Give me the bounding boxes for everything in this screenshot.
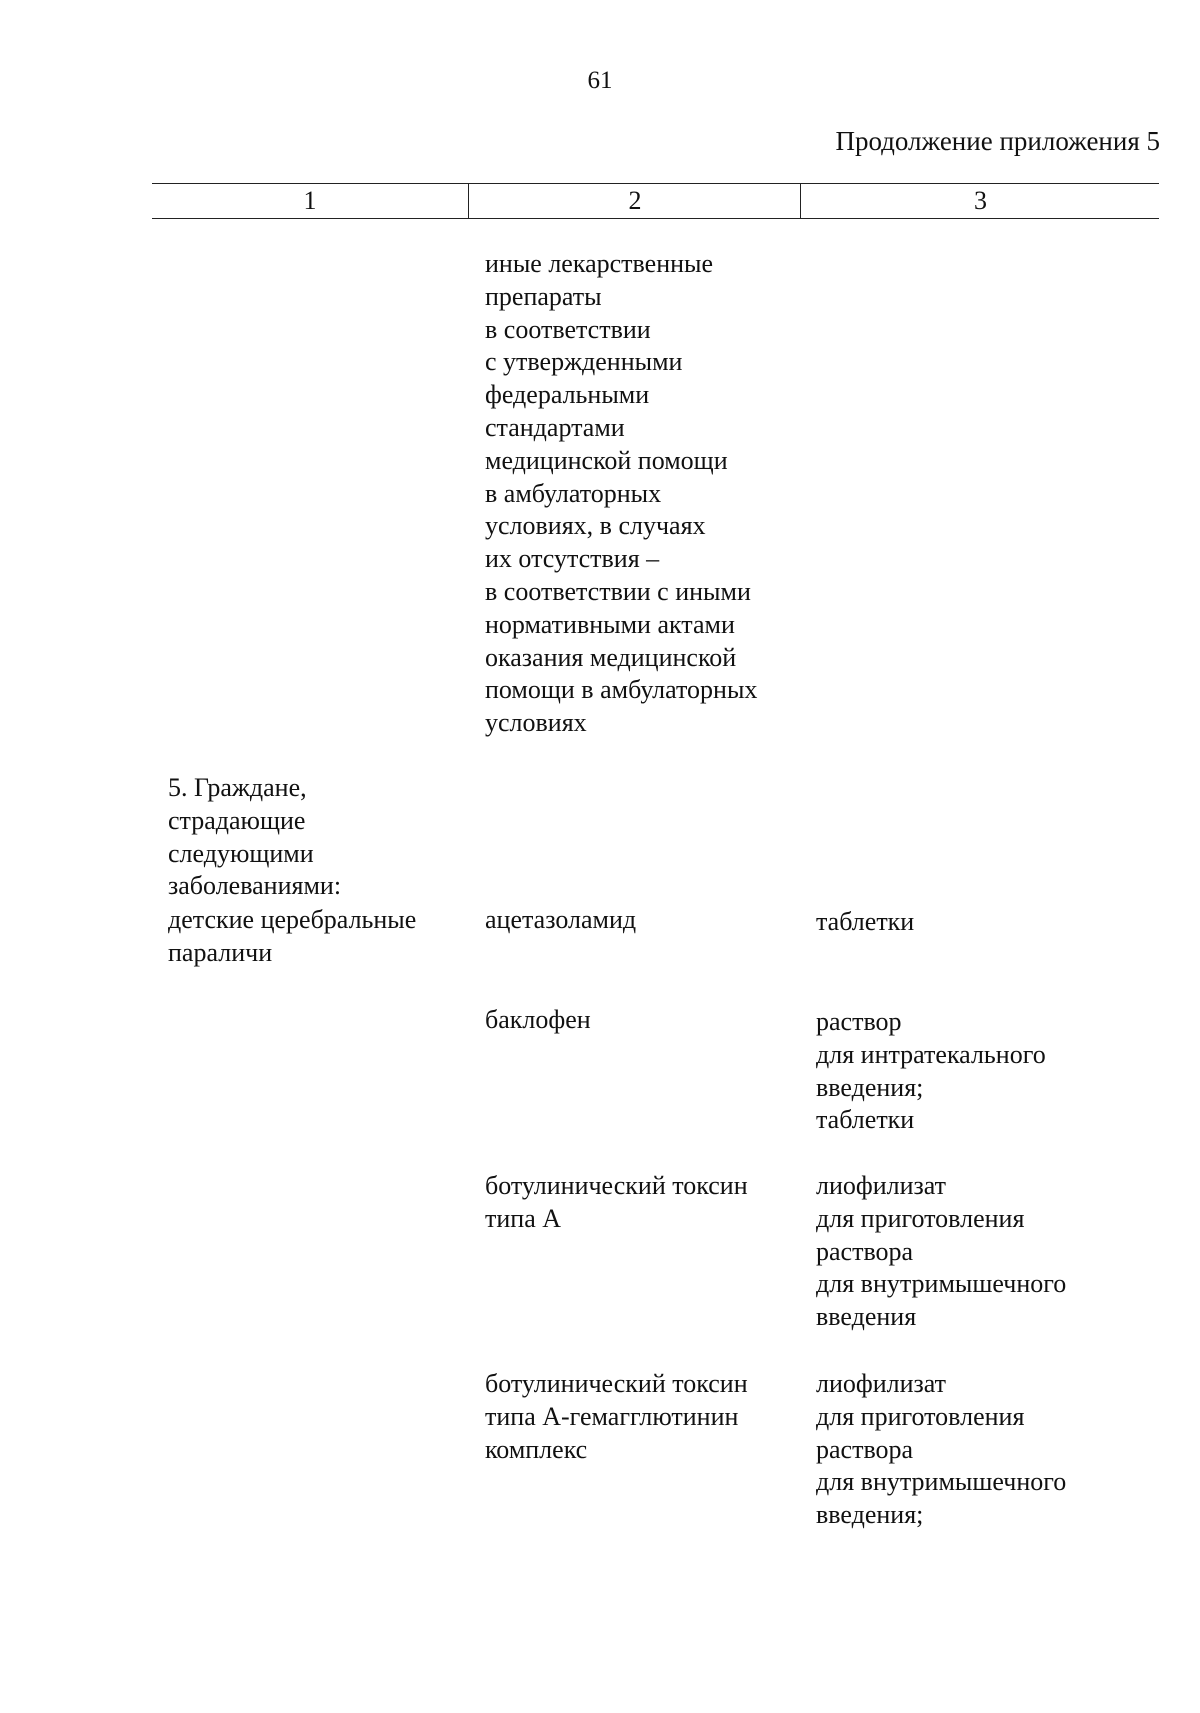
dosage-form-cell: лиофилизат для приготовления раствора для внутримышечного введения; (816, 1369, 1067, 1530)
dosage-form-cell: лиофилизат для приготовления раствора для внутримышечного введения (816, 1171, 1067, 1332)
drug-cell: ботулинический токсин типа А (485, 1171, 748, 1233)
drug-cell: иные лекарственные препараты в соответствии с утвержденными федеральными стандартами медицинской помощи в амбулаторных условиях, в случаях их отсутствия – в соответствии с иными нормативными актами оказания медицинской помощи в амбулаторных условиях (485, 249, 758, 738)
table-header (152, 183, 1159, 219)
page-number: 61 (587, 67, 613, 94)
drug-cell: баклофен (485, 1005, 591, 1034)
column-header-1: 1 (303, 186, 317, 215)
column-header-3: 3 (800, 184, 1160, 218)
drug-cell: ацетазоламид (485, 905, 637, 934)
dosage-form-cell: таблетки (816, 907, 915, 936)
annex-continuation-note: Продолжение приложения 5 (835, 126, 1160, 156)
dosage-form-cell: раствор для интратекального введения; таблетки (816, 1007, 1046, 1135)
patient-group-heading: 5. Граждане, страдающие следующими заболеваниями: (168, 773, 342, 901)
column-header-2: 2 (468, 184, 801, 218)
drug-cell: ботулинический токсин типа А-гемагглютинин комплекс (485, 1369, 748, 1464)
disease-cell: детские церебральные параличи (168, 905, 417, 967)
